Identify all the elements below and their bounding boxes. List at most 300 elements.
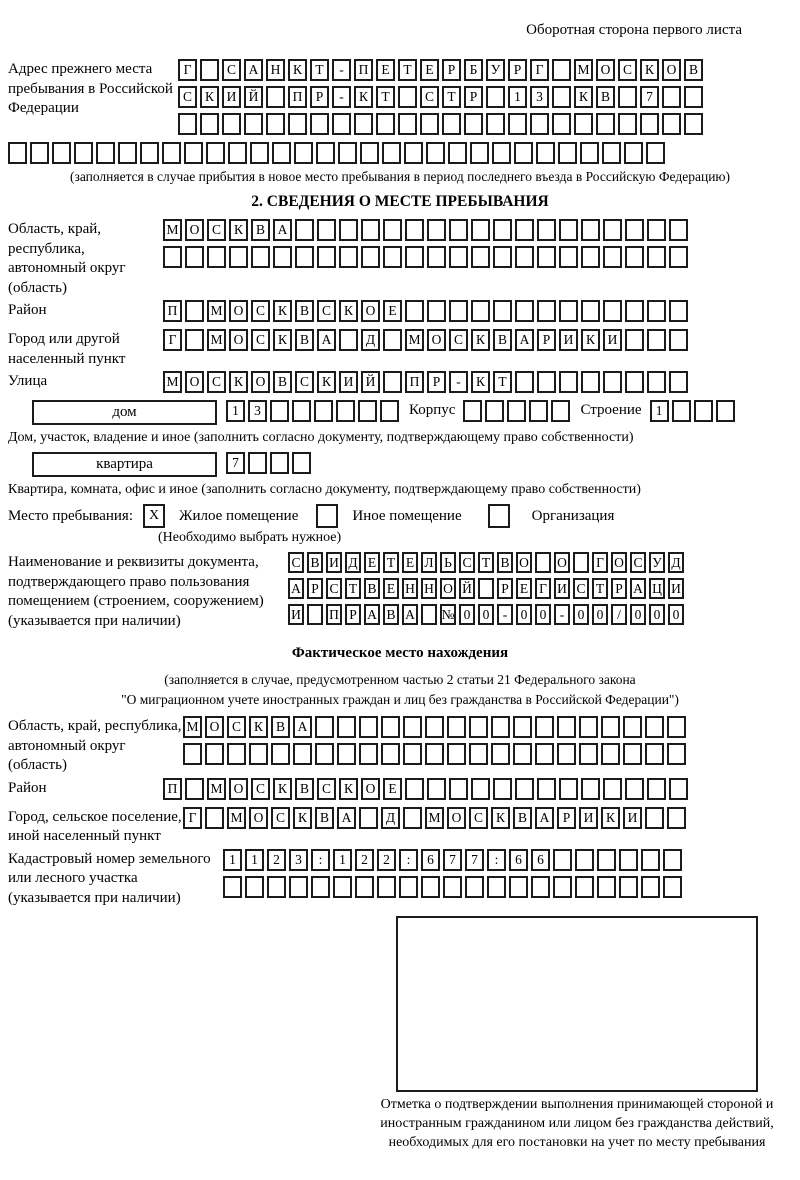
char-cell[interactable] [244, 113, 263, 135]
char-cell[interactable] [403, 743, 422, 765]
char-cell[interactable]: О [596, 59, 615, 81]
char-cell[interactable] [471, 300, 490, 322]
char-cell[interactable]: 3 [248, 400, 267, 422]
char-cell[interactable] [266, 86, 285, 108]
char-cell[interactable] [96, 142, 115, 164]
char-cell[interactable] [207, 246, 226, 268]
char-cell[interactable] [625, 246, 644, 268]
char-cell[interactable]: Й [244, 86, 263, 108]
char-cell[interactable] [339, 329, 358, 351]
char-cell[interactable] [266, 113, 285, 135]
char-cell[interactable] [478, 578, 494, 599]
char-cell[interactable]: С [326, 578, 342, 599]
char-cell[interactable] [229, 246, 248, 268]
char-cell[interactable]: 0 [478, 604, 494, 625]
char-cell[interactable] [310, 113, 329, 135]
char-cell-row[interactable] [288, 578, 684, 599]
char-cell[interactable] [551, 400, 570, 422]
char-cell[interactable] [383, 371, 402, 393]
char-cell[interactable] [618, 113, 637, 135]
char-cell[interactable] [559, 219, 578, 241]
char-cell[interactable] [603, 246, 622, 268]
char-cell[interactable]: О [361, 300, 380, 322]
char-cell[interactable] [382, 142, 401, 164]
char-cell[interactable] [553, 849, 572, 871]
char-cell[interactable] [421, 876, 440, 898]
char-cell[interactable] [647, 300, 666, 322]
char-cell[interactable]: Е [383, 778, 402, 800]
char-cell[interactable] [515, 371, 534, 393]
char-cell[interactable] [249, 743, 268, 765]
char-cell[interactable]: С [222, 59, 241, 81]
char-cell[interactable] [338, 142, 357, 164]
char-cell[interactable] [603, 219, 622, 241]
char-cell[interactable]: 2 [377, 849, 396, 871]
char-cell[interactable] [535, 716, 554, 738]
char-cell[interactable]: / [611, 604, 627, 625]
char-cell[interactable] [645, 716, 664, 738]
char-cell[interactable]: А [317, 329, 336, 351]
char-cell[interactable] [200, 59, 219, 81]
char-cell[interactable] [359, 743, 378, 765]
char-cell[interactable]: А [364, 604, 380, 625]
char-cell[interactable] [537, 246, 556, 268]
char-cell[interactable] [575, 876, 594, 898]
char-cell[interactable]: 1 [226, 400, 245, 422]
char-cell[interactable] [403, 716, 422, 738]
char-cell-row[interactable] [463, 400, 570, 422]
char-cell[interactable]: И [326, 552, 342, 573]
char-cell-row[interactable] [163, 371, 688, 393]
char-cell[interactable]: А [630, 578, 646, 599]
char-cell[interactable]: В [364, 578, 380, 599]
char-cell[interactable] [381, 716, 400, 738]
char-cell[interactable]: К [317, 371, 336, 393]
char-cell[interactable]: С [469, 807, 488, 829]
char-cell[interactable] [536, 142, 555, 164]
char-cell[interactable] [471, 778, 490, 800]
char-cell[interactable] [515, 246, 534, 268]
char-cell[interactable]: В [315, 807, 334, 829]
char-cell[interactable]: С [251, 300, 270, 322]
char-cell[interactable] [425, 743, 444, 765]
char-cell[interactable]: 6 [531, 849, 550, 871]
char-cell[interactable]: Р [557, 807, 576, 829]
char-cell[interactable] [8, 142, 27, 164]
char-cell[interactable] [399, 876, 418, 898]
char-cell[interactable]: Д [361, 329, 380, 351]
char-cell[interactable]: Р [611, 578, 627, 599]
char-cell[interactable] [448, 142, 467, 164]
char-cell[interactable] [625, 329, 644, 351]
char-cell[interactable]: В [307, 552, 323, 573]
char-cell[interactable] [295, 219, 314, 241]
char-cell[interactable]: В [493, 329, 512, 351]
char-cell[interactable] [339, 219, 358, 241]
char-cell[interactable]: Г [592, 552, 608, 573]
char-cell[interactable] [471, 219, 490, 241]
char-cell[interactable]: К [273, 300, 292, 322]
char-cell[interactable]: Н [421, 578, 437, 599]
char-cell[interactable] [573, 552, 589, 573]
char-cell[interactable]: П [163, 778, 182, 800]
char-cell[interactable]: Й [459, 578, 475, 599]
char-cell[interactable]: 0 [516, 604, 532, 625]
char-cell[interactable]: Р [508, 59, 527, 81]
char-cell[interactable] [205, 807, 224, 829]
char-cell[interactable]: 1 [223, 849, 242, 871]
char-cell[interactable] [307, 604, 323, 625]
char-cell[interactable]: О [185, 371, 204, 393]
char-cell[interactable] [270, 400, 289, 422]
char-cell[interactable]: К [229, 371, 248, 393]
char-cell[interactable] [360, 142, 379, 164]
char-cell[interactable] [596, 113, 615, 135]
char-cell[interactable] [317, 246, 336, 268]
char-cell[interactable]: Р [497, 578, 513, 599]
char-cell[interactable] [487, 876, 506, 898]
char-cell[interactable]: П [326, 604, 342, 625]
char-cell[interactable] [383, 246, 402, 268]
char-cell-row[interactable] [223, 876, 682, 898]
char-cell[interactable]: Б [464, 59, 483, 81]
char-cell[interactable]: К [249, 716, 268, 738]
char-cell[interactable] [272, 142, 291, 164]
char-cell[interactable] [672, 400, 691, 422]
char-cell[interactable]: С [618, 59, 637, 81]
char-cell[interactable] [641, 876, 660, 898]
char-cell[interactable]: - [449, 371, 468, 393]
char-cell[interactable] [684, 113, 703, 135]
char-cell[interactable]: : [487, 849, 506, 871]
char-cell-row[interactable] [183, 807, 686, 829]
char-cell[interactable]: В [684, 59, 703, 81]
char-cell[interactable] [508, 113, 527, 135]
char-cell[interactable]: Й [361, 371, 380, 393]
char-cell[interactable]: - [332, 86, 351, 108]
char-cell[interactable] [337, 716, 356, 738]
char-cell[interactable] [273, 246, 292, 268]
char-cell[interactable] [162, 142, 181, 164]
char-cell[interactable]: 2 [355, 849, 374, 871]
char-cell[interactable] [427, 246, 446, 268]
char-cell[interactable] [663, 876, 682, 898]
char-cell[interactable] [669, 778, 688, 800]
char-cell[interactable]: В [251, 219, 270, 241]
char-cell[interactable] [381, 743, 400, 765]
char-cell[interactable] [662, 86, 681, 108]
char-cell[interactable]: М [574, 59, 593, 81]
char-cell[interactable] [625, 778, 644, 800]
char-cell[interactable] [358, 400, 377, 422]
char-cell[interactable]: И [222, 86, 241, 108]
char-cell[interactable]: О [662, 59, 681, 81]
char-cell[interactable]: 0 [630, 604, 646, 625]
char-cell[interactable]: - [554, 604, 570, 625]
char-cell[interactable]: О [447, 807, 466, 829]
char-cell[interactable]: С [295, 371, 314, 393]
char-cell[interactable]: 1 [650, 400, 669, 422]
char-cell[interactable]: Н [402, 578, 418, 599]
char-cell[interactable]: Г [178, 59, 197, 81]
char-cell[interactable] [553, 876, 572, 898]
char-cell[interactable]: В [497, 552, 513, 573]
char-cell[interactable] [623, 716, 642, 738]
char-cell[interactable]: : [311, 849, 330, 871]
char-cell[interactable] [486, 86, 505, 108]
char-cell[interactable]: Е [402, 552, 418, 573]
char-cell[interactable] [469, 743, 488, 765]
char-cell[interactable] [581, 371, 600, 393]
char-cell[interactable] [579, 743, 598, 765]
char-cell[interactable] [427, 778, 446, 800]
char-cell[interactable] [597, 876, 616, 898]
char-cell[interactable] [288, 113, 307, 135]
char-cell[interactable]: А [273, 219, 292, 241]
checkbox-zhiloe-pomeshchenie[interactable]: X [143, 504, 165, 528]
char-cell[interactable] [425, 716, 444, 738]
char-cell[interactable] [405, 300, 424, 322]
char-cell[interactable]: А [515, 329, 534, 351]
char-cell-row[interactable] [163, 300, 688, 322]
char-cell[interactable] [185, 329, 204, 351]
char-cell[interactable] [602, 142, 621, 164]
char-cell[interactable]: Е [376, 59, 395, 81]
char-cell[interactable] [552, 86, 571, 108]
char-cell[interactable] [624, 142, 643, 164]
char-cell[interactable]: И [623, 807, 642, 829]
char-cell[interactable] [625, 371, 644, 393]
char-cell[interactable] [163, 246, 182, 268]
char-cell[interactable] [515, 219, 534, 241]
char-cell[interactable] [471, 246, 490, 268]
char-cell[interactable] [581, 246, 600, 268]
char-cell[interactable]: С [573, 578, 589, 599]
char-cell[interactable]: В [271, 716, 290, 738]
char-cell[interactable] [74, 142, 93, 164]
char-cell[interactable] [669, 219, 688, 241]
char-cell[interactable]: 7 [465, 849, 484, 871]
char-cell[interactable]: В [513, 807, 532, 829]
char-cell-row[interactable] [650, 400, 735, 422]
char-cell[interactable] [559, 300, 578, 322]
char-cell[interactable]: К [229, 219, 248, 241]
char-cell[interactable] [405, 246, 424, 268]
char-cell[interactable]: - [497, 604, 513, 625]
char-cell-row[interactable] [163, 329, 688, 351]
char-cell[interactable]: О [554, 552, 570, 573]
char-cell[interactable]: К [273, 778, 292, 800]
char-cell[interactable] [398, 113, 417, 135]
char-cell[interactable] [354, 113, 373, 135]
char-cell[interactable] [669, 329, 688, 351]
char-cell[interactable] [251, 246, 270, 268]
char-cell[interactable] [464, 113, 483, 135]
char-cell[interactable]: 0 [535, 604, 551, 625]
char-cell[interactable]: О [611, 552, 627, 573]
char-cell[interactable] [361, 246, 380, 268]
char-cell-row[interactable] [178, 59, 703, 81]
char-cell[interactable]: Д [345, 552, 361, 573]
char-cell[interactable]: Д [668, 552, 684, 573]
char-cell[interactable]: 2 [267, 849, 286, 871]
char-cell[interactable] [449, 246, 468, 268]
char-cell[interactable]: О [251, 371, 270, 393]
char-cell-row[interactable] [226, 400, 399, 422]
char-cell[interactable]: Т [398, 59, 417, 81]
char-cell[interactable] [493, 246, 512, 268]
char-cell[interactable]: И [339, 371, 358, 393]
char-cell[interactable]: 7 [640, 86, 659, 108]
char-cell[interactable] [185, 300, 204, 322]
char-cell[interactable] [669, 246, 688, 268]
checkbox-organizatsiya[interactable] [488, 504, 510, 528]
char-cell[interactable]: В [295, 329, 314, 351]
char-cell[interactable] [140, 142, 159, 164]
char-cell[interactable] [493, 219, 512, 241]
char-cell[interactable] [420, 113, 439, 135]
char-cell[interactable] [647, 219, 666, 241]
char-cell[interactable] [463, 400, 482, 422]
char-cell[interactable] [449, 300, 468, 322]
char-cell[interactable] [316, 142, 335, 164]
char-cell[interactable] [531, 876, 550, 898]
char-cell[interactable] [228, 142, 247, 164]
char-cell-row[interactable] [223, 849, 682, 871]
char-cell[interactable]: П [354, 59, 373, 81]
char-cell[interactable] [185, 246, 204, 268]
char-cell[interactable] [222, 113, 241, 135]
char-cell[interactable] [493, 300, 512, 322]
char-cell[interactable] [647, 371, 666, 393]
char-cell[interactable] [337, 743, 356, 765]
char-cell[interactable]: К [288, 59, 307, 81]
char-cell[interactable] [580, 142, 599, 164]
char-cell[interactable]: С [420, 86, 439, 108]
char-cell[interactable]: В [596, 86, 615, 108]
char-cell[interactable]: И [603, 329, 622, 351]
char-cell[interactable] [206, 142, 225, 164]
char-cell[interactable] [314, 400, 333, 422]
char-cell[interactable]: С [207, 371, 226, 393]
char-cell[interactable]: С [317, 778, 336, 800]
char-cell[interactable] [361, 219, 380, 241]
char-cell[interactable]: Е [383, 300, 402, 322]
char-cell[interactable]: К [471, 329, 490, 351]
char-cell[interactable]: У [486, 59, 505, 81]
char-cell[interactable]: К [354, 86, 373, 108]
char-cell[interactable]: Н [266, 59, 285, 81]
char-cell[interactable] [405, 778, 424, 800]
char-cell[interactable]: О [440, 578, 456, 599]
char-cell[interactable] [336, 400, 355, 422]
char-cell[interactable]: А [288, 578, 304, 599]
char-cell[interactable] [603, 300, 622, 322]
char-cell[interactable]: Ц [649, 578, 665, 599]
char-cell[interactable]: Г [535, 578, 551, 599]
char-cell[interactable]: И [559, 329, 578, 351]
char-cell[interactable] [465, 876, 484, 898]
char-cell[interactable]: С [227, 716, 246, 738]
char-cell[interactable]: И [288, 604, 304, 625]
char-cell[interactable] [558, 142, 577, 164]
char-cell[interactable]: К [471, 371, 490, 393]
char-cell[interactable] [513, 743, 532, 765]
char-cell[interactable] [625, 300, 644, 322]
char-cell[interactable]: А [535, 807, 554, 829]
char-cell[interactable]: 7 [443, 849, 462, 871]
char-cell-row[interactable] [163, 246, 688, 268]
char-cell[interactable] [647, 246, 666, 268]
char-cell[interactable] [619, 876, 638, 898]
char-cell[interactable]: Т [478, 552, 494, 573]
char-cell[interactable] [470, 142, 489, 164]
char-cell[interactable]: В [295, 300, 314, 322]
char-cell[interactable]: О [205, 716, 224, 738]
char-cell[interactable] [359, 807, 378, 829]
char-cell[interactable] [449, 219, 468, 241]
char-cell[interactable] [443, 876, 462, 898]
char-cell[interactable]: С [207, 219, 226, 241]
char-cell[interactable] [404, 142, 423, 164]
char-cell[interactable] [513, 716, 532, 738]
char-cell[interactable]: В [273, 371, 292, 393]
char-cell[interactable]: О [185, 219, 204, 241]
char-cell[interactable]: Р [310, 86, 329, 108]
char-cell[interactable] [537, 778, 556, 800]
char-cell[interactable] [597, 849, 616, 871]
char-cell-row[interactable] [163, 219, 688, 241]
char-cell[interactable] [662, 113, 681, 135]
char-cell-row[interactable] [226, 452, 311, 474]
char-cell[interactable] [449, 778, 468, 800]
char-cell[interactable] [491, 743, 510, 765]
char-cell[interactable]: С [251, 329, 270, 351]
char-cell[interactable] [669, 371, 688, 393]
char-cell[interactable] [200, 113, 219, 135]
char-cell[interactable]: 0 [649, 604, 665, 625]
char-cell[interactable] [486, 113, 505, 135]
char-cell[interactable]: Т [592, 578, 608, 599]
char-cell[interactable]: 6 [509, 849, 528, 871]
char-cell[interactable]: Р [442, 59, 461, 81]
char-cell[interactable] [485, 400, 504, 422]
char-cell[interactable]: М [227, 807, 246, 829]
char-cell[interactable]: В [295, 778, 314, 800]
char-cell-row[interactable] [288, 552, 684, 573]
char-cell[interactable]: К [293, 807, 312, 829]
char-cell[interactable]: М [405, 329, 424, 351]
char-cell[interactable] [447, 743, 466, 765]
char-cell[interactable]: О [249, 807, 268, 829]
char-cell[interactable]: 0 [592, 604, 608, 625]
char-cell[interactable]: О [229, 300, 248, 322]
char-cell[interactable] [267, 876, 286, 898]
char-cell[interactable]: 0 [573, 604, 589, 625]
char-cell[interactable] [333, 876, 352, 898]
char-cell[interactable] [530, 113, 549, 135]
char-cell[interactable]: Р [537, 329, 556, 351]
char-cell[interactable] [376, 113, 395, 135]
char-cell[interactable] [227, 743, 246, 765]
char-cell[interactable] [515, 300, 534, 322]
char-cell[interactable] [601, 716, 620, 738]
char-cell[interactable]: О [427, 329, 446, 351]
char-cell[interactable]: Д [381, 807, 400, 829]
char-cell[interactable] [640, 113, 659, 135]
char-cell[interactable] [380, 400, 399, 422]
char-cell[interactable]: С [271, 807, 290, 829]
